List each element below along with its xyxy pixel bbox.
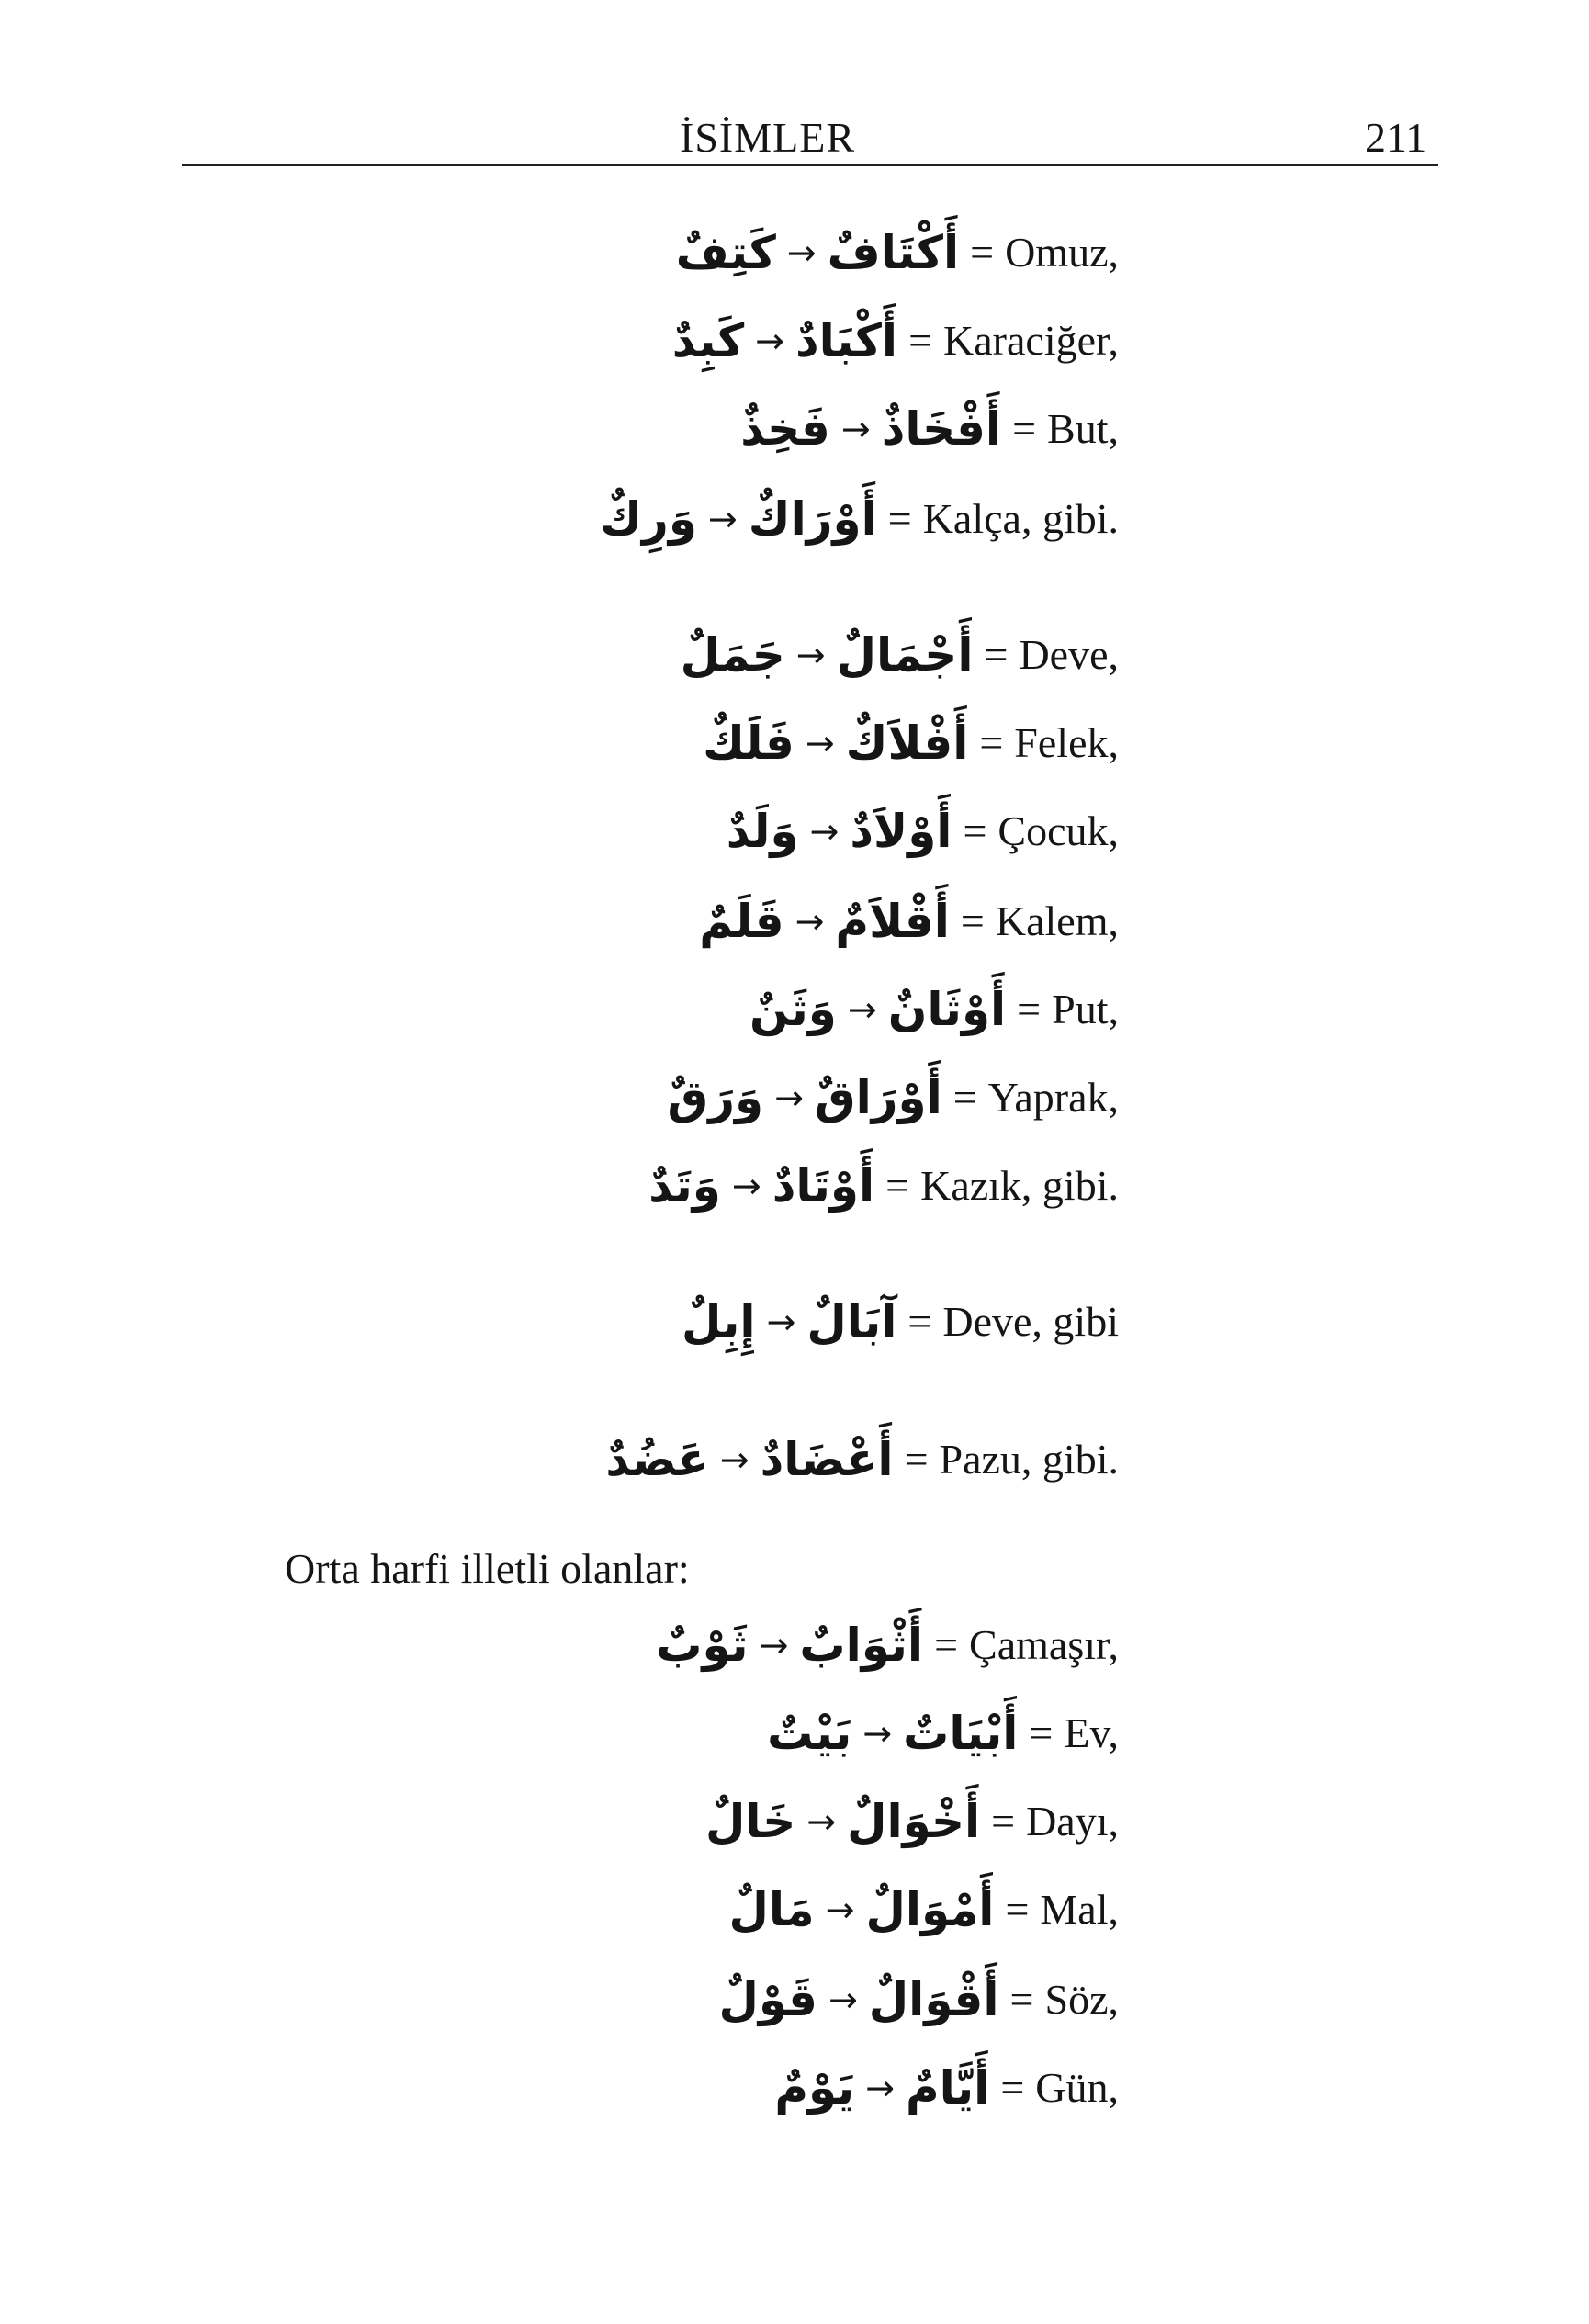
turkish-meaning: But, — [1047, 405, 1119, 452]
arabic-singular: فَخِذٌ — [740, 402, 830, 456]
turkish-meaning: Yaprak, — [987, 1074, 1119, 1121]
arabic-plural: أَبْيَاتٌ — [903, 1707, 1019, 1760]
arabic-plural: أَمْوَالٌ — [865, 1883, 995, 1936]
arrow-icon: → — [805, 723, 835, 763]
arabic-plural: أَفْلاَكٌ — [845, 716, 969, 770]
word-entry — [774, 2056, 1119, 2120]
arabic-singular: كَبِدٌ — [671, 314, 745, 367]
arrow-icon: → — [766, 1302, 796, 1342]
turkish-meaning: Söz, — [1044, 1976, 1119, 2023]
word-entry — [668, 1066, 1120, 1130]
arabic-singular: يَوْمٌ — [774, 2061, 855, 2115]
arabic-plural: أَوْثَانٌ — [887, 983, 1007, 1036]
arrow-icon: → — [806, 1801, 837, 1842]
turkish-meaning: Deve, gibi — [942, 1298, 1119, 1345]
arrow-icon: → — [707, 499, 738, 539]
word-entry — [729, 1878, 1120, 1942]
word-entry — [740, 397, 1119, 461]
turkish-meaning: Kalem, — [995, 897, 1119, 944]
arabic-plural: أَوْلاَدٌ — [850, 805, 952, 858]
equals-sign: = — [904, 1436, 929, 1483]
word-entry — [699, 889, 1119, 953]
equals-sign: = — [991, 1798, 1016, 1845]
turkish-meaning: Deve, — [1019, 631, 1119, 678]
turkish-meaning: Dayı, — [1026, 1798, 1119, 1845]
arabic-plural: أَوْرَاكٌ — [748, 492, 877, 546]
word-entry — [656, 1613, 1119, 1677]
arabic-plural: أَوْرَاقٌ — [814, 1071, 942, 1124]
arabic-plural: أَعْضَادٌ — [760, 1433, 894, 1486]
turkish-meaning: Mal, — [1040, 1886, 1119, 1933]
header-rule — [182, 164, 1438, 166]
arrow-icon: → — [786, 232, 817, 273]
arrow-icon: → — [794, 901, 825, 942]
arrow-icon: → — [755, 321, 785, 361]
arrow-icon: → — [759, 1625, 789, 1665]
arabic-plural: أَخْوَالٌ — [847, 1795, 981, 1848]
arabic-plural: أَيَّامٌ — [905, 2061, 990, 2115]
arabic-plural: أَثْوَابٌ — [799, 1619, 924, 1672]
arabic-singular: جَمَلٌ — [680, 628, 785, 682]
running-header-title: İSİMLER — [680, 114, 855, 161]
word-entry — [718, 1968, 1119, 2032]
equals-sign: = — [952, 1074, 977, 1121]
arabic-plural: أَقْلاَمٌ — [835, 895, 950, 948]
turkish-meaning: Omuz, — [1005, 229, 1119, 276]
equals-sign: = — [1029, 1709, 1054, 1756]
turkish-meaning: Kazık, gibi. — [920, 1162, 1119, 1209]
arrow-icon: → — [795, 635, 826, 675]
arabic-singular: وَثَنٌ — [749, 983, 837, 1036]
turkish-meaning: Ev, — [1064, 1709, 1119, 1756]
arrow-icon: → — [774, 1077, 804, 1118]
arabic-singular: مَالٌ — [728, 1883, 815, 1936]
arabic-plural: أَكْتَافٌ — [827, 226, 960, 279]
equals-sign: = — [1005, 1886, 1030, 1933]
arrow-icon: → — [809, 811, 840, 852]
word-entry — [767, 1701, 1119, 1766]
arabic-singular: وَلَدٌ — [726, 805, 799, 858]
arabic-singular: وَرَقٌ — [667, 1071, 764, 1124]
turkish-meaning: Felek, — [1014, 719, 1119, 766]
turkish-meaning: Karaciğer, — [943, 317, 1119, 364]
arabic-singular: قَلَمٌ — [699, 895, 784, 948]
arabic-plural: أَوْتَادٌ — [772, 1159, 875, 1213]
arabic-singular: إِبِلٌ — [681, 1295, 756, 1348]
equals-sign: = — [1012, 405, 1037, 452]
word-entry — [705, 1789, 1119, 1854]
arabic-singular: ثَوْبٌ — [656, 1619, 749, 1672]
arabic-singular: خَالٌ — [705, 1795, 796, 1848]
arrow-icon: → — [862, 1713, 893, 1754]
equals-sign: = — [885, 1162, 910, 1209]
arrow-icon: → — [840, 409, 871, 449]
arrow-icon: → — [828, 1980, 858, 2020]
equals-sign: = — [1000, 2064, 1025, 2111]
arabic-singular: وَتَدٌ — [648, 1159, 721, 1213]
arabic-plural: أَكْبَادٌ — [795, 314, 898, 367]
equals-sign: = — [907, 1298, 932, 1345]
section-heading: Orta harfi illetli olanlar: — [285, 1545, 690, 1592]
arrow-icon: → — [847, 989, 877, 1030]
word-entry — [676, 220, 1119, 285]
arabic-plural: أَفْخَاذٌ — [881, 402, 1002, 456]
arabic-singular: عَضُدٌ — [605, 1433, 709, 1486]
word-entry — [648, 1154, 1119, 1218]
arabic-plural: آبَالٌ — [806, 1295, 897, 1348]
turkish-meaning: Gün, — [1035, 2064, 1119, 2111]
equals-sign: = — [963, 807, 987, 854]
arrow-icon: → — [825, 1890, 855, 1930]
arabic-singular: فَلَكٌ — [703, 716, 794, 770]
turkish-meaning: Çamaşır, — [969, 1621, 1119, 1668]
arrow-icon: → — [865, 2068, 895, 2108]
equals-sign: = — [1009, 1976, 1034, 2023]
word-entry — [672, 309, 1119, 373]
turkish-meaning: Pazu, gibi. — [939, 1436, 1119, 1483]
word-entry — [605, 1427, 1119, 1492]
equals-sign: = — [887, 495, 912, 542]
word-entry — [681, 623, 1119, 687]
arrow-icon: → — [731, 1166, 761, 1206]
turkish-meaning: Çocuk, — [997, 807, 1119, 854]
word-entry — [727, 799, 1119, 863]
arabic-singular: كَتِفٌ — [675, 226, 776, 279]
word-entry — [703, 711, 1119, 775]
equals-sign: = — [970, 229, 995, 276]
word-entry — [682, 1290, 1119, 1354]
turkish-meaning: Kalça, gibi. — [922, 495, 1119, 542]
arabic-singular: بَيْتٌ — [767, 1707, 852, 1760]
word-entry — [600, 487, 1119, 551]
page-number: 211 — [1365, 114, 1427, 161]
word-entry — [749, 977, 1119, 1042]
arabic-singular: وَرِكٌ — [600, 492, 697, 546]
arabic-plural: أَقْوَالٌ — [868, 1973, 999, 2026]
arrow-icon: → — [719, 1439, 749, 1480]
equals-sign: = — [1017, 986, 1042, 1032]
equals-sign: = — [979, 719, 1004, 766]
turkish-meaning: Put, — [1052, 986, 1119, 1032]
equals-sign: = — [934, 1621, 959, 1668]
equals-sign: = — [984, 631, 1009, 678]
equals-sign: = — [960, 897, 985, 944]
equals-sign: = — [908, 317, 933, 364]
arabic-plural: أَجْمَالٌ — [836, 628, 974, 682]
arabic-singular: قَوْلٌ — [718, 1973, 817, 2026]
